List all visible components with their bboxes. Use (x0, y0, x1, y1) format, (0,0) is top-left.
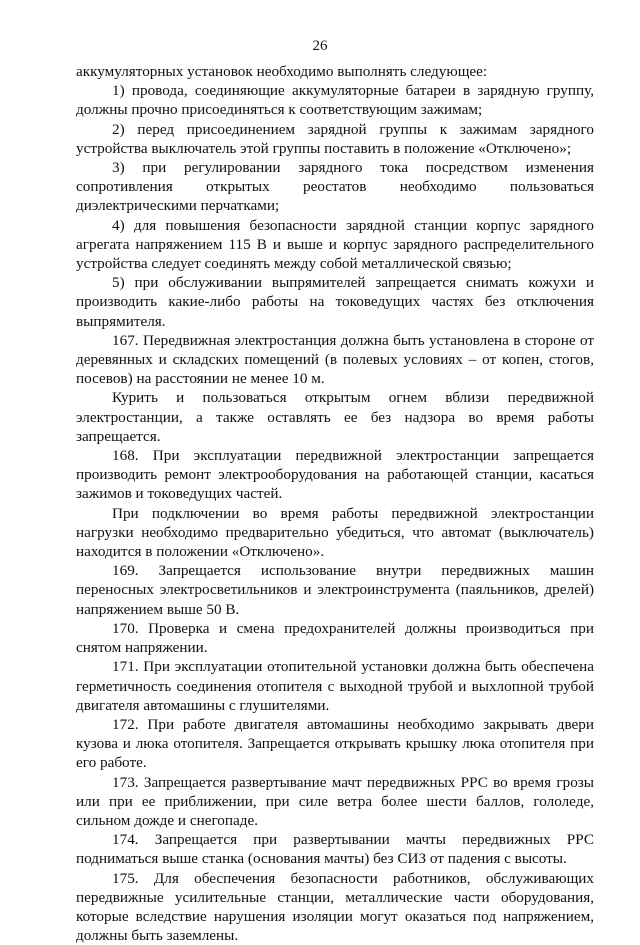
clause-168: 168. При эксплуатации передвижной электростанции запрещается производить ремонт электрооборудования на работающей станции, касаться зажимов и токоведущих частей. (76, 447, 594, 503)
clause-170: 170. Проверка и смена предохранителей должны производиться при снятом напряжении. (76, 619, 594, 657)
clause-175: 175. Для обеспечения безопасности работников, обслуживающих передвижные усилительные станции, металлические части оборудования, которые вследствие нарушения изоляции могут оказаться под напряжением, должны быть заземлены. (76, 869, 594, 945)
clause-174: 174. Запрещается при развертывании мачты передвижных РРС подниматься выше станка (основания мачты) без СИЗ от падения с высоты. (76, 831, 594, 868)
clause-172: 172. При работе двигателя автомашины необходимо закрывать двери кузова и люка отопителя. Запрещается открывать крышку люка отопителя при его работе. (76, 715, 594, 772)
list-item-5: 5) при обслуживании выпрямителей запрещается снимать кожухи и производить какие-либо работы на токоведущих частях без отключения выпрямителя. (76, 274, 594, 330)
list-item-1: 1) провода, соединяющие аккумуляторные батареи в зарядную группу, должны прочно присоединяться к соответствующим зажимам; (76, 82, 594, 119)
clause-168-note: При подключении во время работы передвижной электростанции нагрузки необходимо предварительно убедиться, что автомат (выключатель) находится в положении «Отключено». (76, 504, 594, 561)
list-item-2: 2) перед присоединением зарядной группы к зажимам зарядного устройства выключатель этой группы поставить в положение «Отключено»; (76, 120, 594, 157)
document-body (76, 62, 594, 945)
clause-167-note: Курить и пользоваться открытым огнем вблизи передвижной электростанции, а также оставлять ее без надзора во время работы запрещается. (76, 389, 594, 445)
clause-167: 167. Передвижная электростанция должна быть установлена в стороне от деревянных и складских помещений (в полевых условиях – от копен, стогов, посевов) на расстоянии не менее 10 м. (76, 331, 594, 388)
clause-171: 171. При эксплуатации отопительной установки должна быть обеспечена герметичность соединения отопителя с выходной трубой и выхлопной трубой двигателя автомашины с глушителями. (76, 658, 594, 714)
page-number: 26 (312, 38, 328, 54)
paragraph-continuation: аккумуляторных установок необходимо выполнять следующее: (76, 63, 488, 80)
clause-169: 169. Запрещается использование внутри передвижных машин переносных электросветильников и электроинструмента (паяльников, дрелей) напряжением выше 50 В. (76, 562, 594, 618)
list-item-4: 4) для повышения безопасности зарядной станции корпус зарядного агрегата напряжением 115 В и выше и корпус зарядного распределительного устройства следует соединять между собой металлической связью; (76, 216, 594, 273)
clause-173: 173. Запрещается развертывание мачт передвижных РРС во время грозы или при ее приближении, при силе ветра более шести баллов, гололеде, сильном дожде и снегопаде. (76, 773, 594, 829)
list-item-3: 3) при регулировании зарядного тока посредством изменения сопротивления открытых реостатов необходимо пользоваться диэлектрическими перчатками; (76, 159, 594, 215)
